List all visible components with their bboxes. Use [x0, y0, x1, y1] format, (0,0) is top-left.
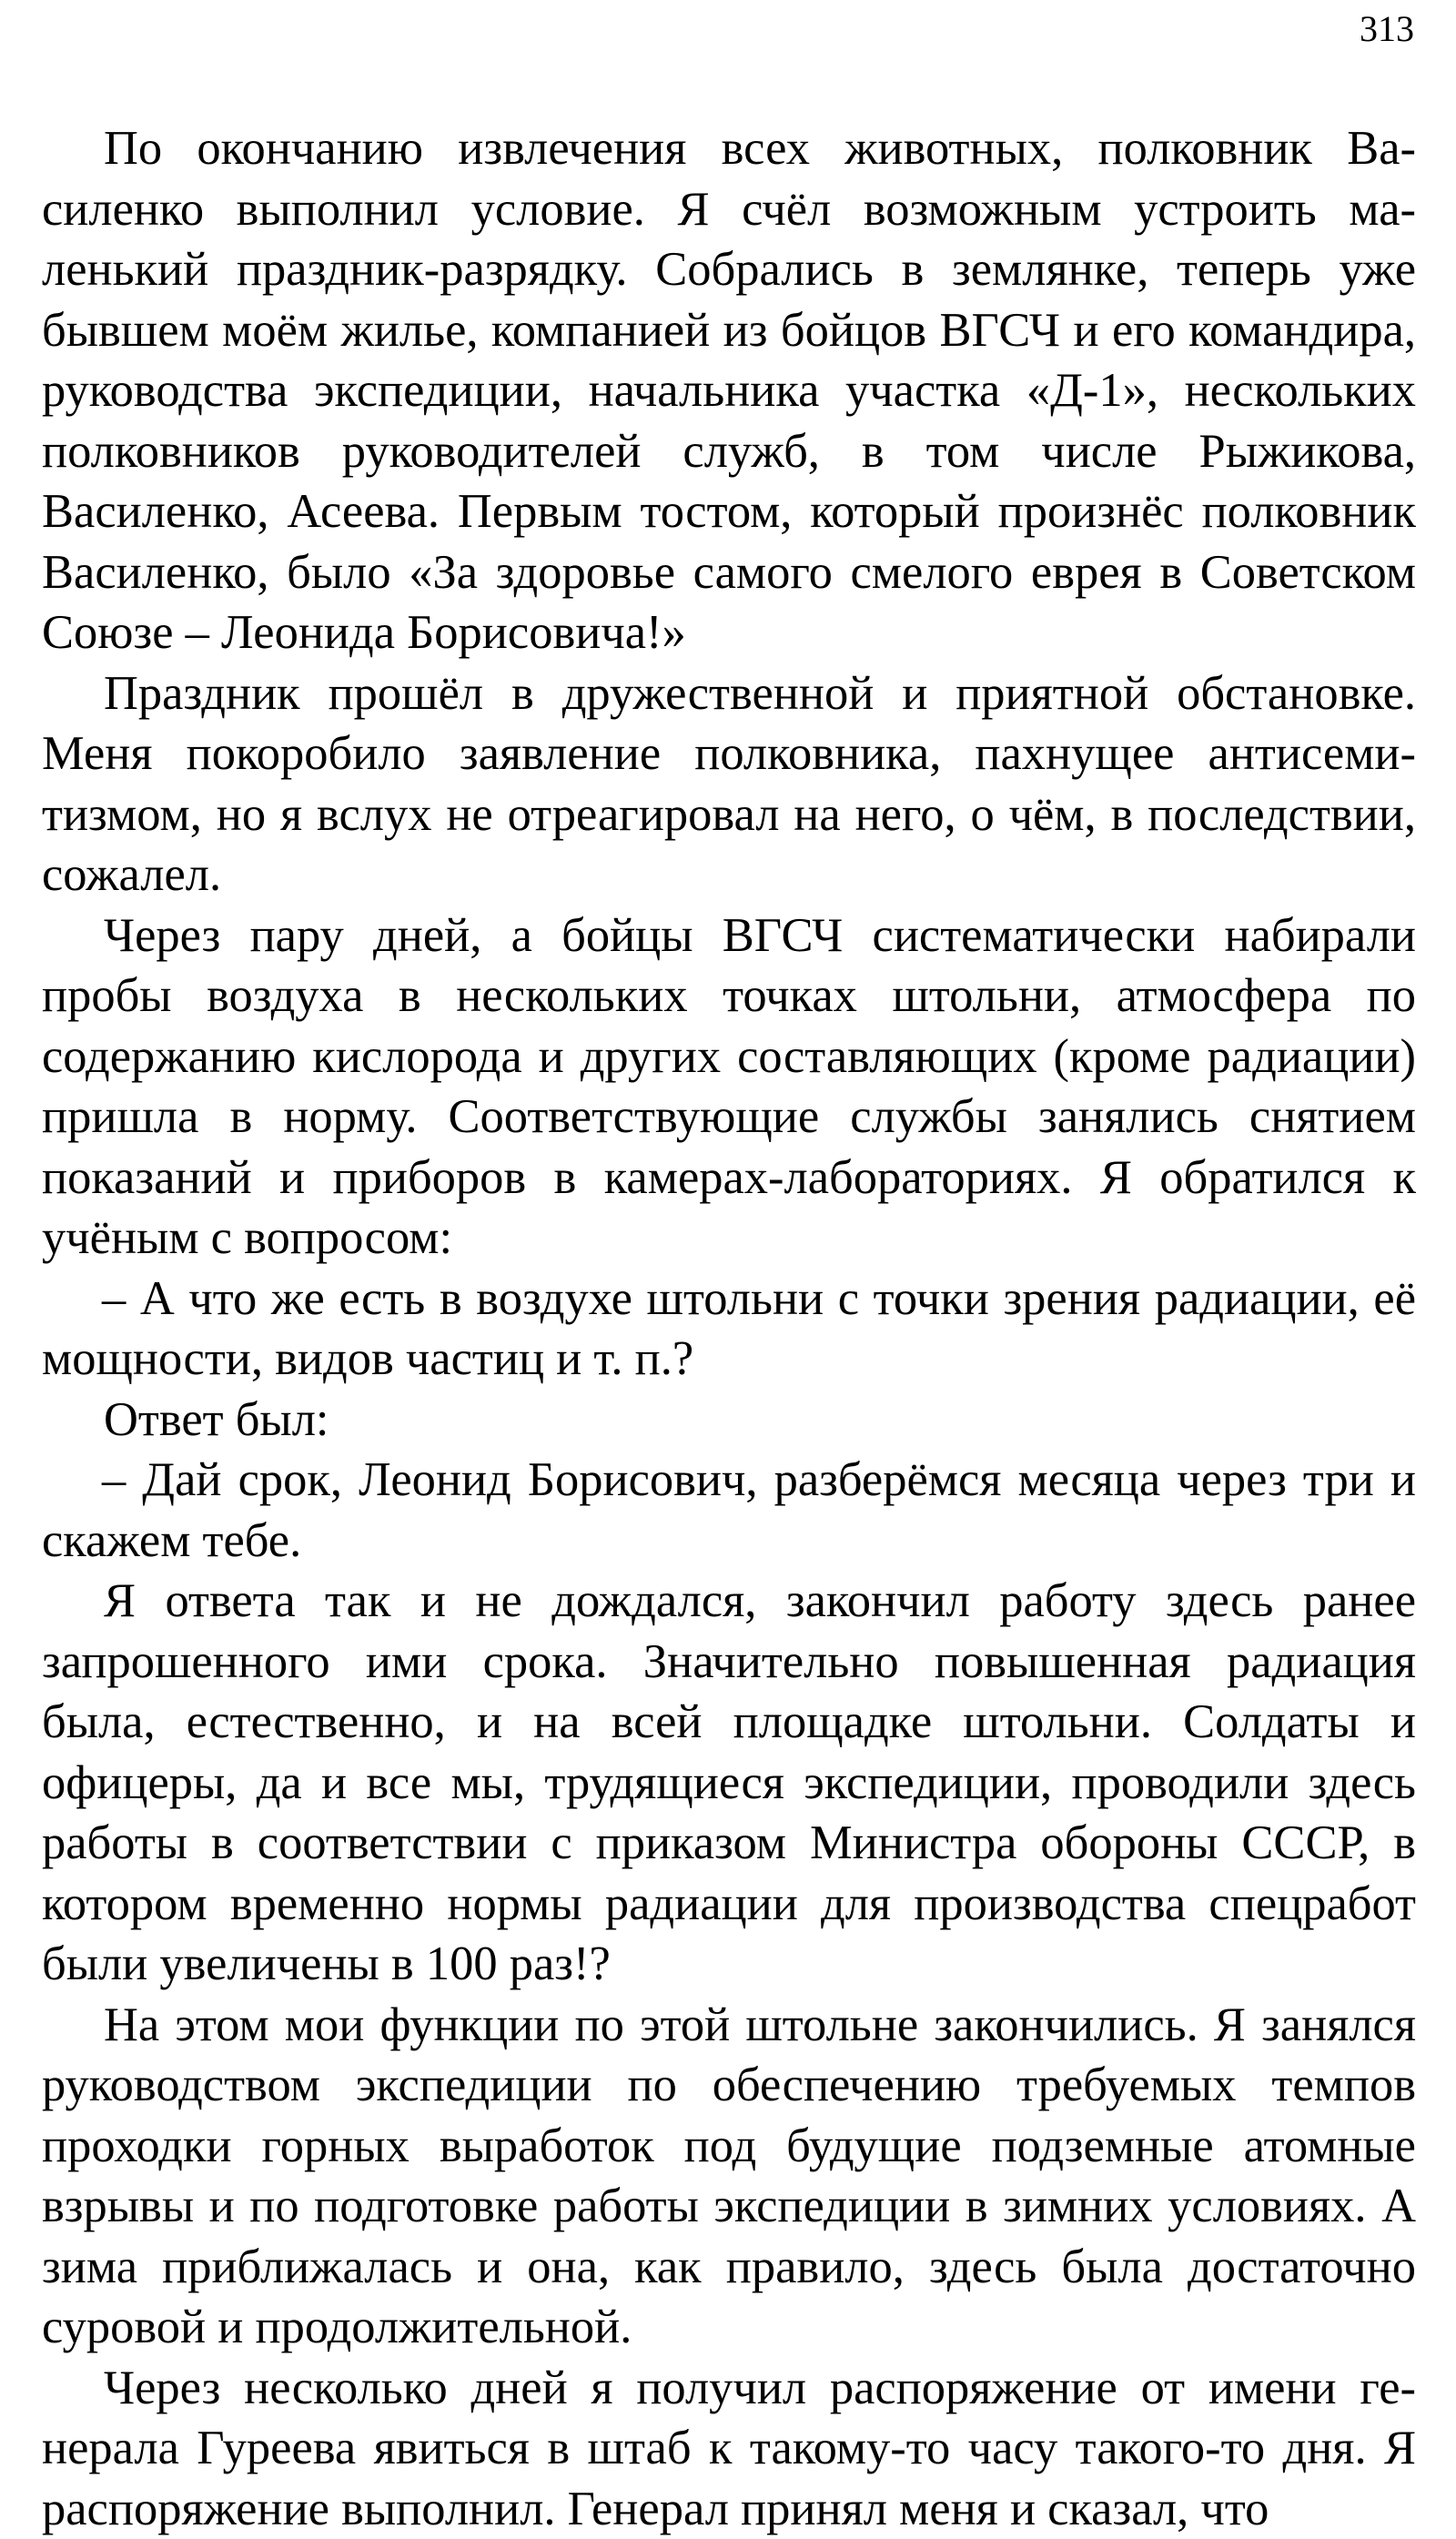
paragraph-2: Праздник прошёл в дружественной и приятной обстановке. Меня покоробило заявление полковника, пахнущее антисемитизмом, но я вслух не отреагировал на него, о чём, в последствии, сожалел.: [42, 663, 1416, 905]
paragraph-1: По окончанию извлечения всех животных, полковник Василенко выполнил условие. Я счёл возможным устроить маленький праздник-разрядку. Собрались в землянке, теперь уже бывшем моём жилье, компанией из бойцов ВГСЧ и его командира, руководства экспедиции, начальника участка «Д-1», нескольких полковников руководителей служб, в том числе Рыжикова, Василенко, Асеева. Первым тостом, который произнёс полковник Василенко, было «За здоровье самого смелого еврея в Советском Союзе – Леонида Борисовича!»: [42, 118, 1416, 663]
dialogue-question: – А что же есть в воздухе штольни с точки зрения радиации, её мощности, видов частиц и т. п.?: [42, 1269, 1416, 1390]
page-text: [42, 118, 1416, 2539]
paragraph-9: Через несколько дней я получил распоряжение от имени генерала Гуреева явиться в штаб к такому-то часу такого-то дня. Я распоряжение выполнил. Генерал принял меня и сказал, что: [42, 2358, 1416, 2539]
paragraph-8: На этом мои функции по этой штольне закончились. Я занялся руководством экспедиции по обеспечению требуемых темпов проходки горных выработок под будущие подземные атомные взрывы и по подготовке работы экспедиции в зимних условиях. А зима приближалась и она, как правило, здесь была достаточно суровой и продолжительной.: [42, 1995, 1416, 2358]
dialogue-answer: – Дай срок, Леонид Борисович, разберёмся месяца через три и скажем тебе.: [42, 1450, 1416, 1571]
paragraph-3: Через пару дней, а бойцы ВГСЧ систематически набирали пробы воздуха в нескольких точках штольни, атмосфера по содержанию кислорода и других составляющих (кроме радиации) пришла в норму. Соответствующие службы занялись снятием показаний и приборов в камерах-лабораториях. Я обратился к учёным с вопросом:: [42, 905, 1416, 1269]
paragraph-7: Я ответа так и не дождался, закончил работу здесь ранее запрошенного ими срока. Значительно повышенная радиация была, естественно, и на всей площадке штольни. Солдаты и офицеры, да и все мы, трудящиеся экспедиции, проводили здесь работы в соответствии с приказом Министра обороны СССР, в котором временно нормы радиации для производства спецработ были увеличены в 100 раз!?: [42, 1571, 1416, 1995]
page-number: 313: [1360, 7, 1414, 51]
dialogue-intro: Ответ был:: [42, 1390, 1416, 1451]
